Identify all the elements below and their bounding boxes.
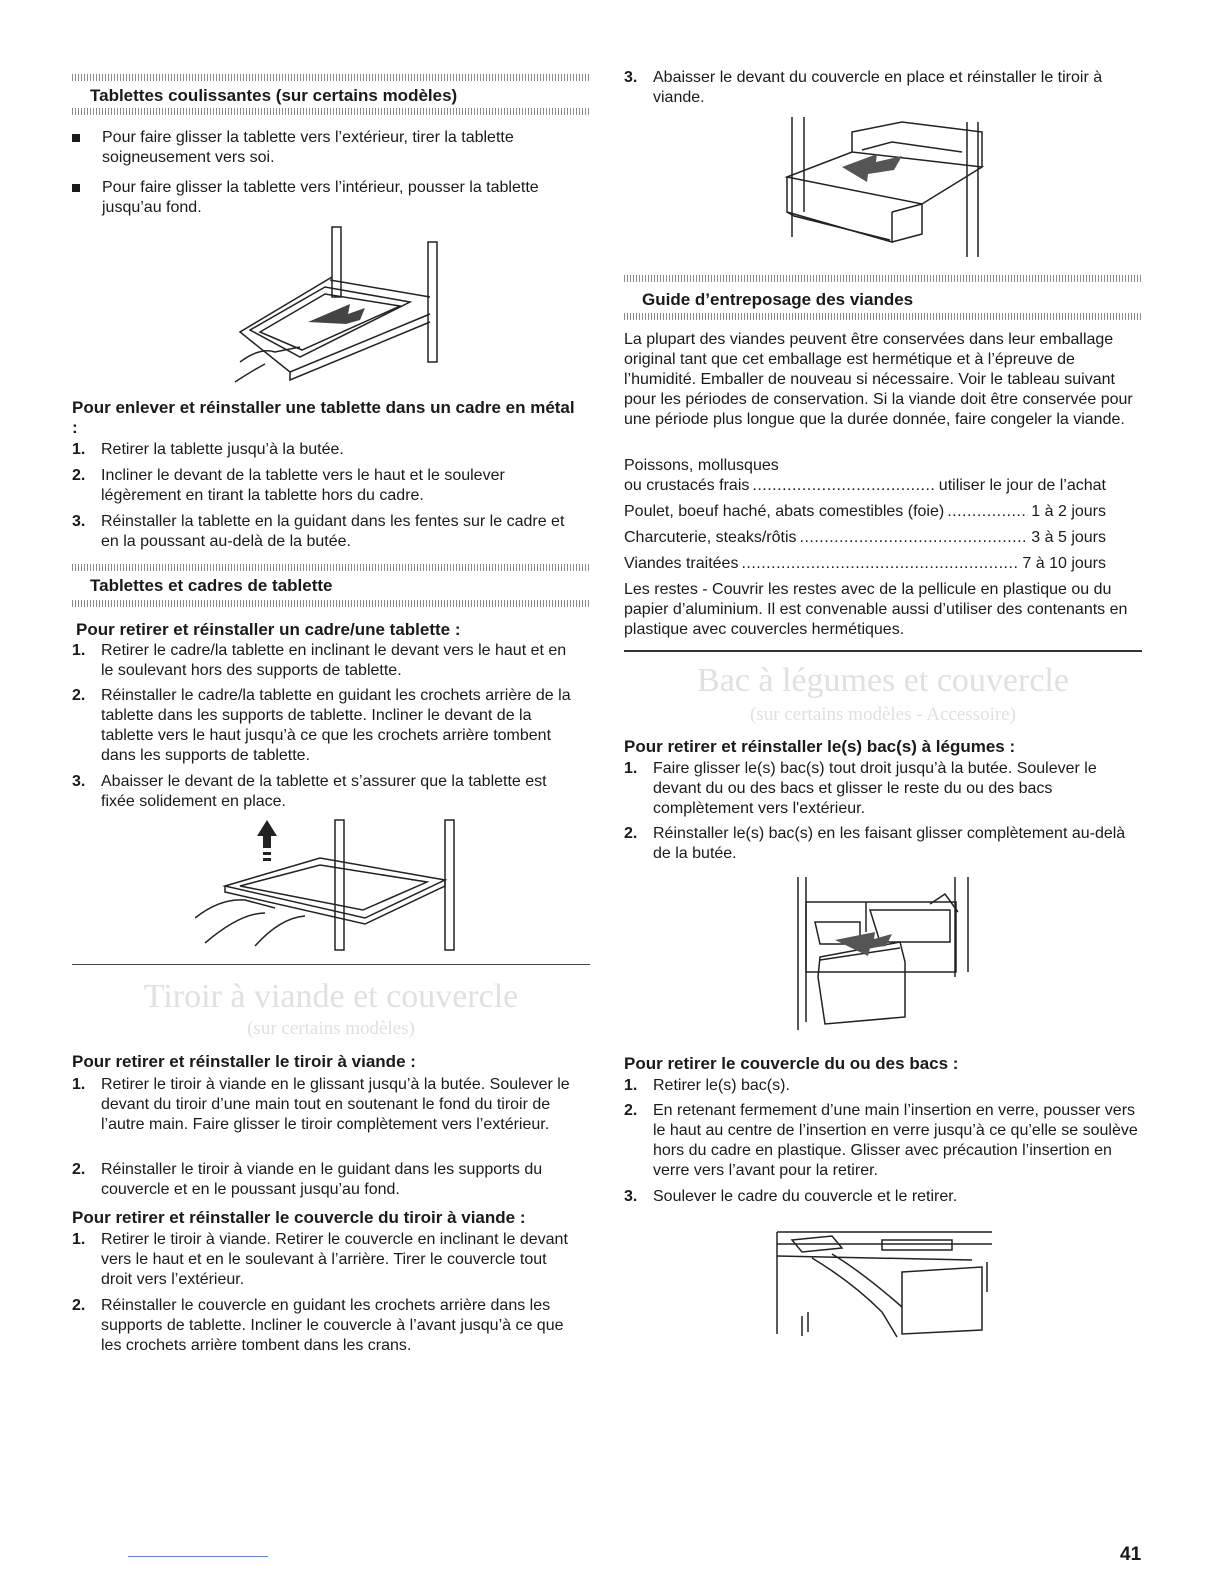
section-subheading-meat-drawer: (sur certains modèles) [247,1018,415,1039]
section-divider [72,964,590,965]
list-item: 3. Abaisser le devant du couvercle en place et réinstaller le tiroir à viande. [624,69,1103,106]
list-item: 2. Réinstaller le couvercle en guidant les crochets arrière dans les supports de tablette. Incliner le couvercle à l’avant jusqu’à ce que les crochets arrière tombent dans les crans. [72,1297,564,1354]
section-band [72,108,590,115]
section-divider [624,650,1142,652]
storage-row: ou crustacés frais ..... utiliser le jour de l’achat [624,476,1106,496]
storage-row-label: Poissons, mollusques [624,457,779,474]
list-item: 1. Retirer le tiroir à viande. Retirer le couvercle en inclinant le devant vers le haut et en le soulevant à l’arrière. Tirer le couvercle tout droit vers l’extérieur. [72,1231,568,1288]
section-heading-crisper: Bac à légumes et couvercle [697,662,1069,699]
storage-row: Poulet, boeuf haché, abats comestibles (foie) ..... 1 à 2 jours [624,502,1106,522]
section-heading-meat-drawer: Tiroir à viande et couvercle [143,978,519,1015]
crisper-bins-illustration [790,872,980,1034]
sliding-shelf-illustration [220,222,450,387]
list-item: 2. Réinstaller le tiroir à viande en le guidant dans les supports du couvercle et en le poussant jusqu’au fond. [72,1161,543,1198]
bullet-item: Pour faire glisser la tablette vers l’intérieur, pousser la tablette jusqu’au fond. [72,178,572,218]
list-item: 3. Réinstaller la tablette en la guidant dans les fentes sur le cadre et en la poussant au-delà de la butée. [72,513,565,550]
section-band [72,600,590,607]
list-item: 2. Incliner le devant de la tablette vers le haut et le soulever légèrement en tirant la tablette hors du cadre. [72,467,505,504]
bullet-square-icon [72,134,80,142]
section-band [72,74,590,81]
subheading-metal-frame: Pour enlever et réinstaller une tablette dans un cadre en métal : [72,398,575,437]
storage-intro-paragraph: La plupart des viandes peuvent être conservées dans leur emballage original tant que cet emballage est hermétique et à l’épreuve de l’humidité. Emballer de nouveau si nécessaire. Voir le tableau suivant pour les périodes de conservation. Si la viande doit être conservée pour une période plus longue que la durée donnée, faire congeler la viande. [624,331,1133,428]
list-item: 1. Retirer la tablette jusqu’à la butée. [72,441,344,458]
shelf-frame-illustration [195,818,465,953]
subheading-crisper: Pour retirer et réinstaller le(s) bac(s) à légumes : [624,737,1016,756]
section-title-sliding-shelves: Tablettes coulissantes (sur certains modèles) [90,86,458,105]
storage-row: Viandes traitées ..... 7 à 10 jours [624,554,1106,574]
section-title-meat-storage: Guide d’entreposage des viandes [642,290,914,309]
list-item: 2. Réinstaller le(s) bac(s) en les faisant glisser complètement au-delà de la butée. [624,825,1126,862]
leftovers-paragraph: Les restes - Couvrir les restes avec de la pellicule en plastique ou du papier d’aluminium. Il est convenable aussi d’utiliser des contenants en plastique avec couvercles hermétiques. [624,581,1128,638]
list-item: 2. En retenant fermement d’une main l’insertion en verre, pousser vers le haut au centre de l’insertion en verre jusqu’à ce qu’elle se soulève hors du cadre en plastique. Glisser avec précaution l’insertion en verre vers l’avant pour la retirer. [624,1102,1138,1179]
section-band [624,275,1142,282]
crisper-lid-illustration [772,1212,1000,1342]
list-item: 1. Retirer le(s) bac(s). [624,1077,790,1094]
subheading-bin-lid: Pour retirer le couvercle du ou des bacs : [624,1054,959,1073]
section-band [72,564,590,571]
subheading-frame-shelf: Pour retirer et réinstaller un cadre/une tablette : [76,620,461,639]
footer-line [128,1556,268,1557]
meat-drawer-illustration [782,112,992,260]
bullet-square-icon [72,184,80,192]
list-item: 1. Faire glisser le(s) bac(s) tout droit jusqu’à la butée. Soulever le devant du ou des bacs et glisser le reste du ou des bacs complètement vers l'extérieur. [624,760,1097,817]
section-title-shelves-frames: Tablettes et cadres de tablette [90,576,333,595]
subheading-drawer-cover: Pour retirer et réinstaller le couvercle du tiroir à viande : [72,1208,526,1227]
storage-row: Charcuterie, steaks/rôtis ..... 3 à 5 jours [624,528,1106,548]
list-item: 1. Retirer le cadre/la tablette en inclinant le devant vers le haut et en le soulevant hors des supports de tablette. [72,642,567,679]
page-number: 41 [1120,1544,1142,1565]
list-item: 2. Réinstaller le cadre/la tablette en guidant les crochets arrière de la tablette dans les supports de tablette. Incliner le devant de la tablette vers le haut jusqu’à ce que les crochets arrière tombent dans les supports de tablette. [72,687,571,764]
subheading-meat-drawer: Pour retirer et réinstaller le tiroir à viande : [72,1052,416,1071]
list-item: 1. Retirer le tiroir à viande en le glissant jusqu’à la butée. Soulever le devant du tiroir d’une main tout en soutenant le fond du tiroir de l’autre main. Faire glisser le tiroir complètement vers l’extérieur. [72,1076,570,1133]
section-band [624,313,1142,320]
bullet-item: Pour faire glisser la tablette vers l’extérieur, tirer la tablette soigneusement vers soi. [72,128,572,168]
section-subheading-crisper: (sur certains modèles - Accessoire) [750,704,1016,725]
list-item: 3. Soulever le cadre du couvercle et le retirer. [624,1188,958,1205]
list-item: 3. Abaisser le devant de la tablette et s’assurer que la tablette est fixée solidement en place. [72,773,547,810]
